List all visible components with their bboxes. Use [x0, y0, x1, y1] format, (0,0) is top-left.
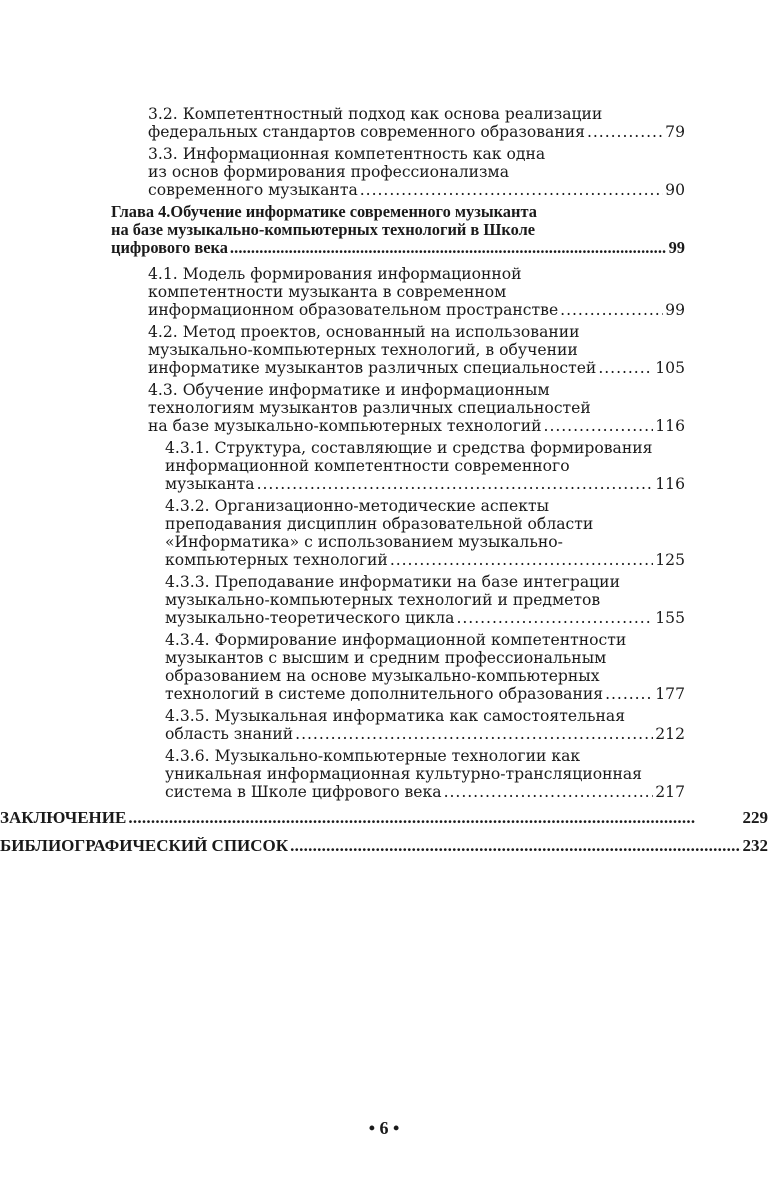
toc-entry-text: на базе музыкально-компьютерных технологий в Школе — [111, 221, 536, 239]
toc-entry-line — [165, 725, 685, 743]
toc-entry-text: уникальная информационная культурно-трансляционная — [165, 765, 643, 783]
toc-entry-text: компетентности музыканта в современном — [148, 283, 507, 301]
toc-page-number: 229 — [742, 809, 768, 827]
toc-entry-text: образованием на основе музыкально-компьютерных — [165, 667, 600, 685]
toc-page-number: 90 — [665, 181, 685, 199]
toc-page-number: 177 — [655, 685, 685, 703]
toc-page-number: 105 — [655, 359, 685, 377]
toc-entry — [165, 497, 685, 569]
toc-entry — [165, 747, 685, 801]
toc-entry-text: компьютерных технологий — [165, 551, 388, 569]
toc-entry — [0, 837, 768, 855]
toc-entry-text: «Информатика» с использованием музыкально- — [165, 533, 563, 551]
toc-entry-text: система в Школе цифрового века — [165, 783, 442, 801]
toc-entry-text: музыкально-компьютерных технологий, в обучении — [148, 341, 578, 359]
toc-page-number: 212 — [655, 725, 685, 743]
toc-entry-text: музыкантов с высшим и средним профессиональным — [165, 649, 607, 667]
toc-entry — [148, 105, 685, 141]
toc-entry-text: на базе музыкально-компьютерных технологий — [148, 417, 542, 435]
toc-entry-line — [165, 649, 685, 667]
toc-entry-line — [148, 181, 685, 199]
toc-page-number: 99 — [665, 301, 685, 319]
toc-entry-text: музыкально-компьютерных технологий и предметов — [165, 591, 601, 609]
toc-entry-text: федеральных стандартов современного образования — [148, 123, 585, 141]
toc-entry-line — [165, 685, 685, 703]
toc-entry-line — [165, 497, 685, 515]
toc-entry-text: БИБЛИОГРАФИЧЕСКИЙ СПИСОК — [0, 837, 289, 855]
toc-leader-dots — [605, 685, 653, 703]
toc-entry-line — [165, 765, 685, 783]
toc-entry-line — [148, 323, 685, 341]
toc-entry-line — [111, 221, 685, 239]
toc-entry-line — [0, 809, 768, 827]
toc-entry-line — [148, 399, 685, 417]
toc-leader-dots — [230, 239, 667, 257]
toc-entry-text: технологиям музыкантов различных специальностей — [148, 399, 591, 417]
toc-entry-text: информационной компетентности современного — [165, 457, 570, 475]
table-of-contents — [0, 105, 768, 865]
toc-entry — [165, 707, 685, 743]
toc-leader-dots — [544, 417, 654, 435]
toc-entry-text: область знаний — [165, 725, 294, 743]
toc-entry — [111, 203, 685, 257]
toc-entry-text: 4.3.3. Преподавание информатики на базе интеграции — [165, 573, 620, 591]
toc-entry-text: 4.3.6. Музыкально-компьютерные технологии как — [165, 747, 581, 765]
toc-entry — [165, 631, 685, 703]
toc-leader-dots — [128, 809, 740, 827]
toc-entry-text: Глава 4.Обучение информатике современного музыканта — [111, 203, 537, 221]
toc-leader-dots — [587, 123, 663, 141]
toc-entry-text: 4.2. Метод проектов, основанный на использовании — [148, 323, 580, 341]
toc-page-number: 99 — [668, 239, 685, 257]
toc-leader-dots — [456, 609, 653, 627]
toc-entry-line — [148, 341, 685, 359]
toc-entry-text: 3.2. Компетентностный подход как основа реализации — [148, 105, 603, 123]
toc-leader-dots — [444, 783, 654, 801]
toc-page-number: 155 — [655, 609, 685, 627]
toc-entry-text: музыкально-теоретического цикла — [165, 609, 455, 627]
toc-entry-line — [111, 203, 685, 221]
toc-entry-line — [165, 515, 685, 533]
toc-entry-text: цифрового века — [111, 239, 228, 257]
toc-entry — [148, 265, 685, 319]
toc-entry-text: информационном образовательном пространстве — [148, 301, 559, 319]
toc-entry-line — [148, 301, 685, 319]
toc-entry-line — [165, 747, 685, 765]
toc-entry-text: 4.3.2. Организационно-методические аспекты — [165, 497, 550, 515]
toc-entry-text: современного музыканта — [148, 181, 358, 199]
toc-leader-dots — [560, 301, 663, 319]
toc-entry-line — [148, 359, 685, 377]
toc-leader-dots — [295, 725, 653, 743]
toc-entry-line — [148, 381, 685, 399]
toc-leader-dots — [290, 837, 740, 855]
toc-entry-line — [165, 707, 685, 725]
toc-entry-line — [165, 609, 685, 627]
toc-entry-text: информатике музыкантов различных специальностей — [148, 359, 597, 377]
toc-leader-dots — [360, 181, 663, 199]
toc-entry-line — [148, 265, 685, 283]
toc-entry-line — [148, 163, 685, 181]
toc-entry-text: 4.3.5. Музыкальная информатика как самостоятельная — [165, 707, 626, 725]
toc-entry — [148, 381, 685, 435]
toc-leader-dots — [390, 551, 653, 569]
toc-entry-line — [148, 145, 685, 163]
toc-entry-text: преподавания дисциплин образовательной области — [165, 515, 594, 533]
toc-entry-line — [0, 837, 768, 855]
toc-page-number: 232 — [742, 837, 768, 855]
toc-page-number: 217 — [655, 783, 685, 801]
toc-entry-text: 4.1. Модель формирования информационной — [148, 265, 522, 283]
toc-entry-text: 4.3. Обучение информатике и информационным — [148, 381, 550, 399]
toc-entry-line — [165, 591, 685, 609]
toc-entry-text: из основ формирования профессионализма — [148, 163, 509, 181]
toc-entry-text: 4.3.4. Формирование информационной компетентности — [165, 631, 627, 649]
toc-leader-dots — [257, 475, 654, 493]
toc-entry-line — [148, 105, 685, 123]
toc-entry-line — [165, 783, 685, 801]
toc-entry-line — [165, 631, 685, 649]
toc-leader-dots — [598, 359, 653, 377]
toc-entry-line — [165, 667, 685, 685]
toc-page-number: 116 — [655, 475, 685, 493]
toc-entry-line — [165, 533, 685, 551]
toc-entry-line — [148, 283, 685, 301]
toc-entry-text: музыканта — [165, 475, 255, 493]
toc-entry — [165, 439, 685, 493]
toc-entry-line — [148, 417, 685, 435]
toc-entry-line — [165, 573, 685, 591]
toc-entry-line — [148, 123, 685, 141]
toc-entry-text: ЗАКЛЮЧЕНИЕ — [0, 809, 127, 827]
toc-entry — [0, 809, 768, 827]
toc-entry — [165, 573, 685, 627]
toc-entry-line — [111, 239, 685, 257]
toc-entry — [148, 145, 685, 199]
toc-entry-text: 3.3. Информационная компетентность как одна — [148, 145, 546, 163]
toc-page-number: 116 — [655, 417, 685, 435]
toc-page-number: 79 — [665, 123, 685, 141]
toc-entry — [148, 323, 685, 377]
toc-entry-text: 4.3.1. Структура, составляющие и средства формирования — [165, 439, 653, 457]
toc-entry-line — [165, 439, 685, 457]
toc-entry-line — [165, 551, 685, 569]
toc-page-number: 125 — [655, 551, 685, 569]
toc-entry-line — [165, 475, 685, 493]
page-number: • 6 • — [368, 1118, 400, 1138]
toc-entry-line — [165, 457, 685, 475]
toc-entry-text: технологий в системе дополнительного образования — [165, 685, 604, 703]
